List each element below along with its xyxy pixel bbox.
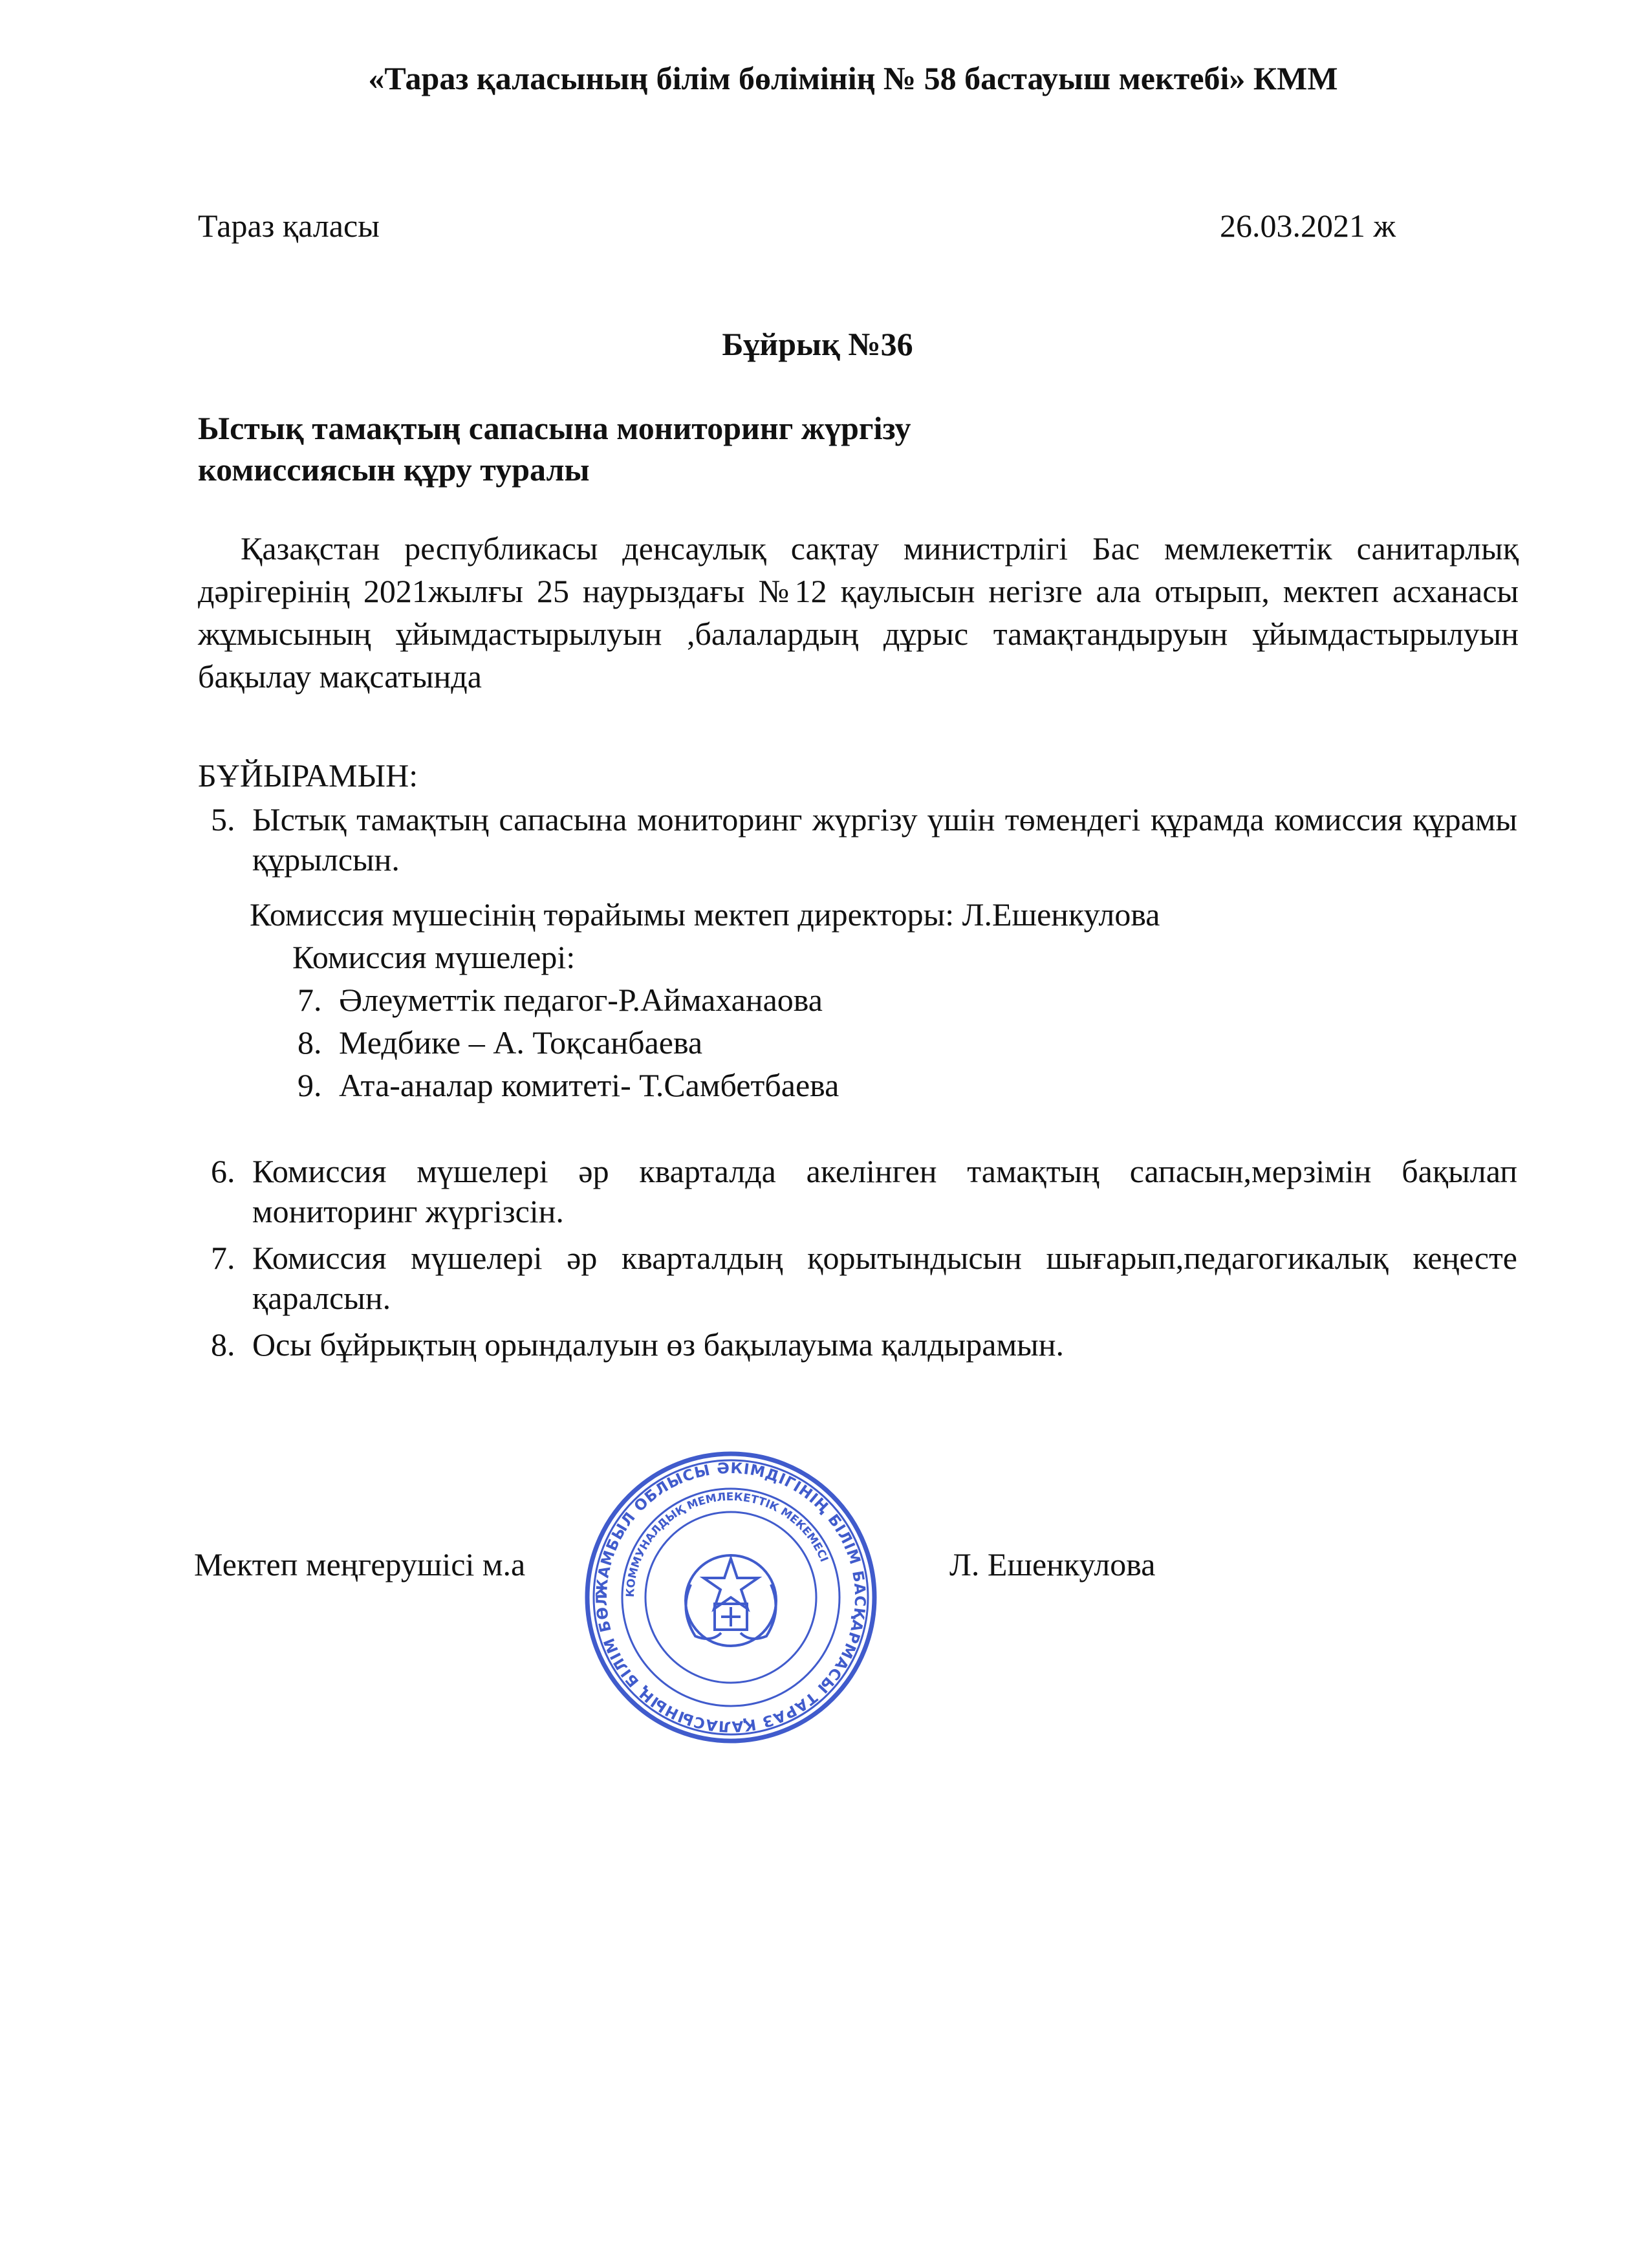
member-name: Әлеуметтік педагог-Р.Аймаханаова xyxy=(339,982,823,1018)
member-number: 9. xyxy=(298,1067,322,1103)
order-subject xyxy=(198,407,911,490)
organization-header: «Тараз қаласының білім бөлімінің № 58 бастауыш мектебі» КММ xyxy=(368,60,1338,96)
seal-outer-text: ЖАМБЫЛ ОБЛЫСЫ ӘКІМДІГІНІҢ БІЛІМ БАСҚАРМАСЫ ТАРАЗ ҚАЛАСЫНЫҢ БІЛІМ БӨЛ xyxy=(593,1460,869,1735)
order-item-number: 6. xyxy=(211,1153,235,1189)
member-number: 8. xyxy=(298,1024,322,1061)
order-item-6 xyxy=(211,1151,1517,1235)
official-seal xyxy=(582,1449,880,1746)
decree-word: БҰЙЫРАМЫН: xyxy=(198,757,418,794)
commission-member xyxy=(298,981,1074,1021)
order-number: Бұйрық №36 xyxy=(722,326,913,362)
order-item-number: 8. xyxy=(211,1326,235,1363)
signer-position: Мектеп меңгерушісі м.а xyxy=(194,1546,526,1582)
city-name: Тараз қаласы xyxy=(198,208,380,244)
order-item-7 xyxy=(211,1238,1517,1322)
emblem-icon xyxy=(686,1555,776,1646)
seal-inner-text: КОММУНАЛДЫҚ МЕМЛЕКЕТТІК МЕКЕМЕСІ xyxy=(623,1490,831,1598)
seal-stamp-icon xyxy=(582,1449,880,1746)
commission-chair: Комиссия мүшесінің төрайымы мектеп директоры: Л.Ешенкулова xyxy=(250,896,1160,933)
member-number: 7. xyxy=(298,982,322,1018)
commission-members-heading: Комиссия мүшелері: xyxy=(292,939,576,975)
order-item-number: 5. xyxy=(211,801,235,837)
signer-name: Л. Ешенкулова xyxy=(949,1546,1156,1582)
order-subject-line-1: Ыстық тамақтың сапасына мониторинг жүргізу xyxy=(198,410,911,446)
order-item-8 xyxy=(211,1324,1517,1367)
commission-member xyxy=(298,1024,1074,1064)
order-subject-line-2: комиссиясын құру туралы xyxy=(198,451,590,488)
commission-member xyxy=(298,1066,1074,1107)
order-item-text: Комиссия мүшелері әр кварталдың қорытындысын шығарып,педагогикалық кеңесте қаралсын. xyxy=(252,1240,1517,1316)
order-item-text: Осы бұйрықтың орындалуын өз бақылауыма қалдырамын. xyxy=(252,1326,1064,1363)
order-item-number: 7. xyxy=(211,1240,235,1276)
order-item-text: Комиссия мүшелері әр кварталда акелінген тамақтың сапасын,мерзімін бақылап мониторинг жүргізсін. xyxy=(252,1153,1517,1229)
order-date: 26.03.2021 ж xyxy=(1220,208,1396,244)
order-item-text: Ыстық тамақтың сапасына мониторинг жүргізу үшін төмендегі құрамда комиссия құрамы құрылсын. xyxy=(252,801,1517,878)
member-name: Ата-аналар комитеті- Т.Самбетбаева xyxy=(339,1067,839,1103)
member-name: Медбике – А. Тоқсанбаева xyxy=(339,1024,703,1061)
preamble-paragraph: Қазақстан республикасы денсаулық сақтау министрлігі Бас мемлекеттік санитарлық дәрігерінің 2021жылғы 25 наурыздағы №12 қаулысын негізге ала отырып, мектеп асханасы жұмысының ұйымдастырылуын ,балалардың дұрыс тамақтандыруын ұйымдастырылуын бақылау мақсатында xyxy=(198,530,1519,695)
svg-text:КОММУНАЛДЫҚ МЕМЛЕКЕТТІК МЕКЕМЕ xyxy=(624,1491,830,1597)
order-item-5 xyxy=(211,799,1517,883)
